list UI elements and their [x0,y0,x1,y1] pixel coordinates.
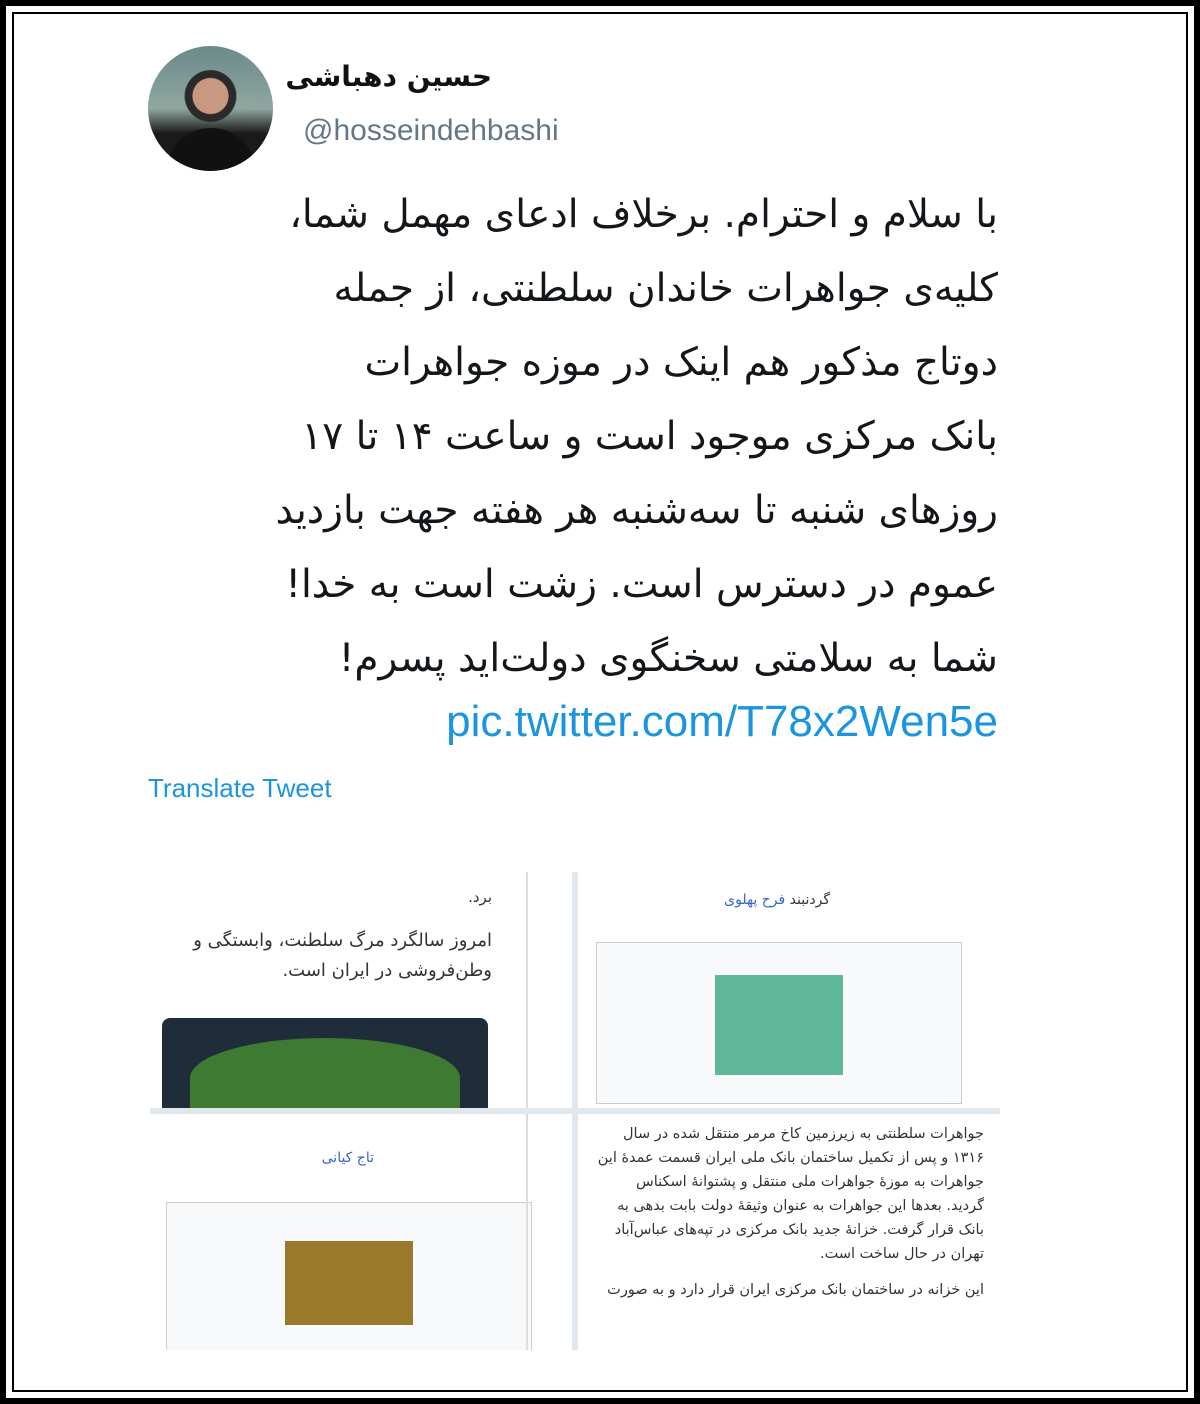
media-image-1[interactable] [150,872,572,1108]
panel-text: جواهرات سلطنتی به زیرزمین کاخ مرمر منتقل شده در سال [623,1126,984,1142]
panel-text: تهران در حال ساخت است. [819,1246,984,1262]
media-image-2[interactable] [578,872,1000,1108]
translate-tweet-link[interactable]: Translate Tweet [148,773,332,803]
panel-text-block [578,1114,1000,1310]
image-frame [166,1202,532,1350]
panel-text: گردید. بعدها این جواهرات به عنوان وثیقهٔ دولت بابت بدهی به [617,1198,984,1214]
crown-image [715,975,843,1075]
necklace-caption [724,892,830,908]
tweet-body [148,178,998,804]
tweet-line: بانک مرکزی موجود است و ساعت ۱۴ تا ۱۷ [301,414,998,459]
caption-text: گردنبند [789,892,830,908]
panel-text: ۱۳۱۶ و پس از تکمیل ساختمان بانک ملی ایران قسمت عمدهٔ این [597,1150,984,1166]
panel-text: امروز سالگرد مرگ سلطنت، وابستگی و [193,930,492,951]
island-castle-image [162,1018,488,1108]
tweet-line: عموم در دسترس است. زشت است به خدا! [285,562,998,607]
media-image-3[interactable] [150,1114,572,1350]
media-grid[interactable] [150,872,1000,1350]
author-name[interactable]: حسین دهباشی [285,60,492,93]
crown-caption[interactable]: تاج کیانی [321,1150,374,1166]
panel-text-block [172,886,492,986]
tweet-line: روزهای شنبه تا سه‌شنبه هر هفته جهت بازدید [275,488,998,533]
avatar-figure [166,128,256,171]
caption-link[interactable]: فرح پهلوی [724,892,786,908]
tweet-line: شما به سلامتی سخنگوی دولت‌اید پسرم! [338,636,998,681]
author-handle[interactable]: @hosseindehbashi [303,114,559,147]
panel-text: وطن‌فروشی در ایران است. [282,960,492,981]
tweet-line: دوتاج مذکور هم اینک در موزه جواهرات [364,340,998,385]
panel-text: بانک قرار گرفت. خزانهٔ جدید بانک مرکزی در تپه‌های عباس‌آباد [614,1222,984,1238]
image-frame [596,942,962,1104]
bracelet-image [285,1241,413,1325]
tweet-line: با سلام و احترام. برخلاف ادعای مهمل شما، [289,192,998,237]
tweet-media-link[interactable]: pic.twitter.com/T78x2Wen5e [446,697,998,746]
divider [526,872,528,1108]
avatar[interactable] [148,46,273,171]
panel-text: این خزانه در ساختمان بانک مرکزی ایران قرار دارد و به صورت [607,1282,984,1298]
divider [526,1114,528,1350]
panel-text: برد. [468,888,492,906]
panel-text: جواهرات به موزهٔ جواهرات ملی منتقل و پشتوانهٔ اسکناس [636,1174,984,1190]
tweet-text [148,178,998,696]
tweet-line: کلیه‌ی جواهرات خاندان سلطنتی، از جمله [333,266,998,311]
media-image-4[interactable] [578,1114,1000,1350]
